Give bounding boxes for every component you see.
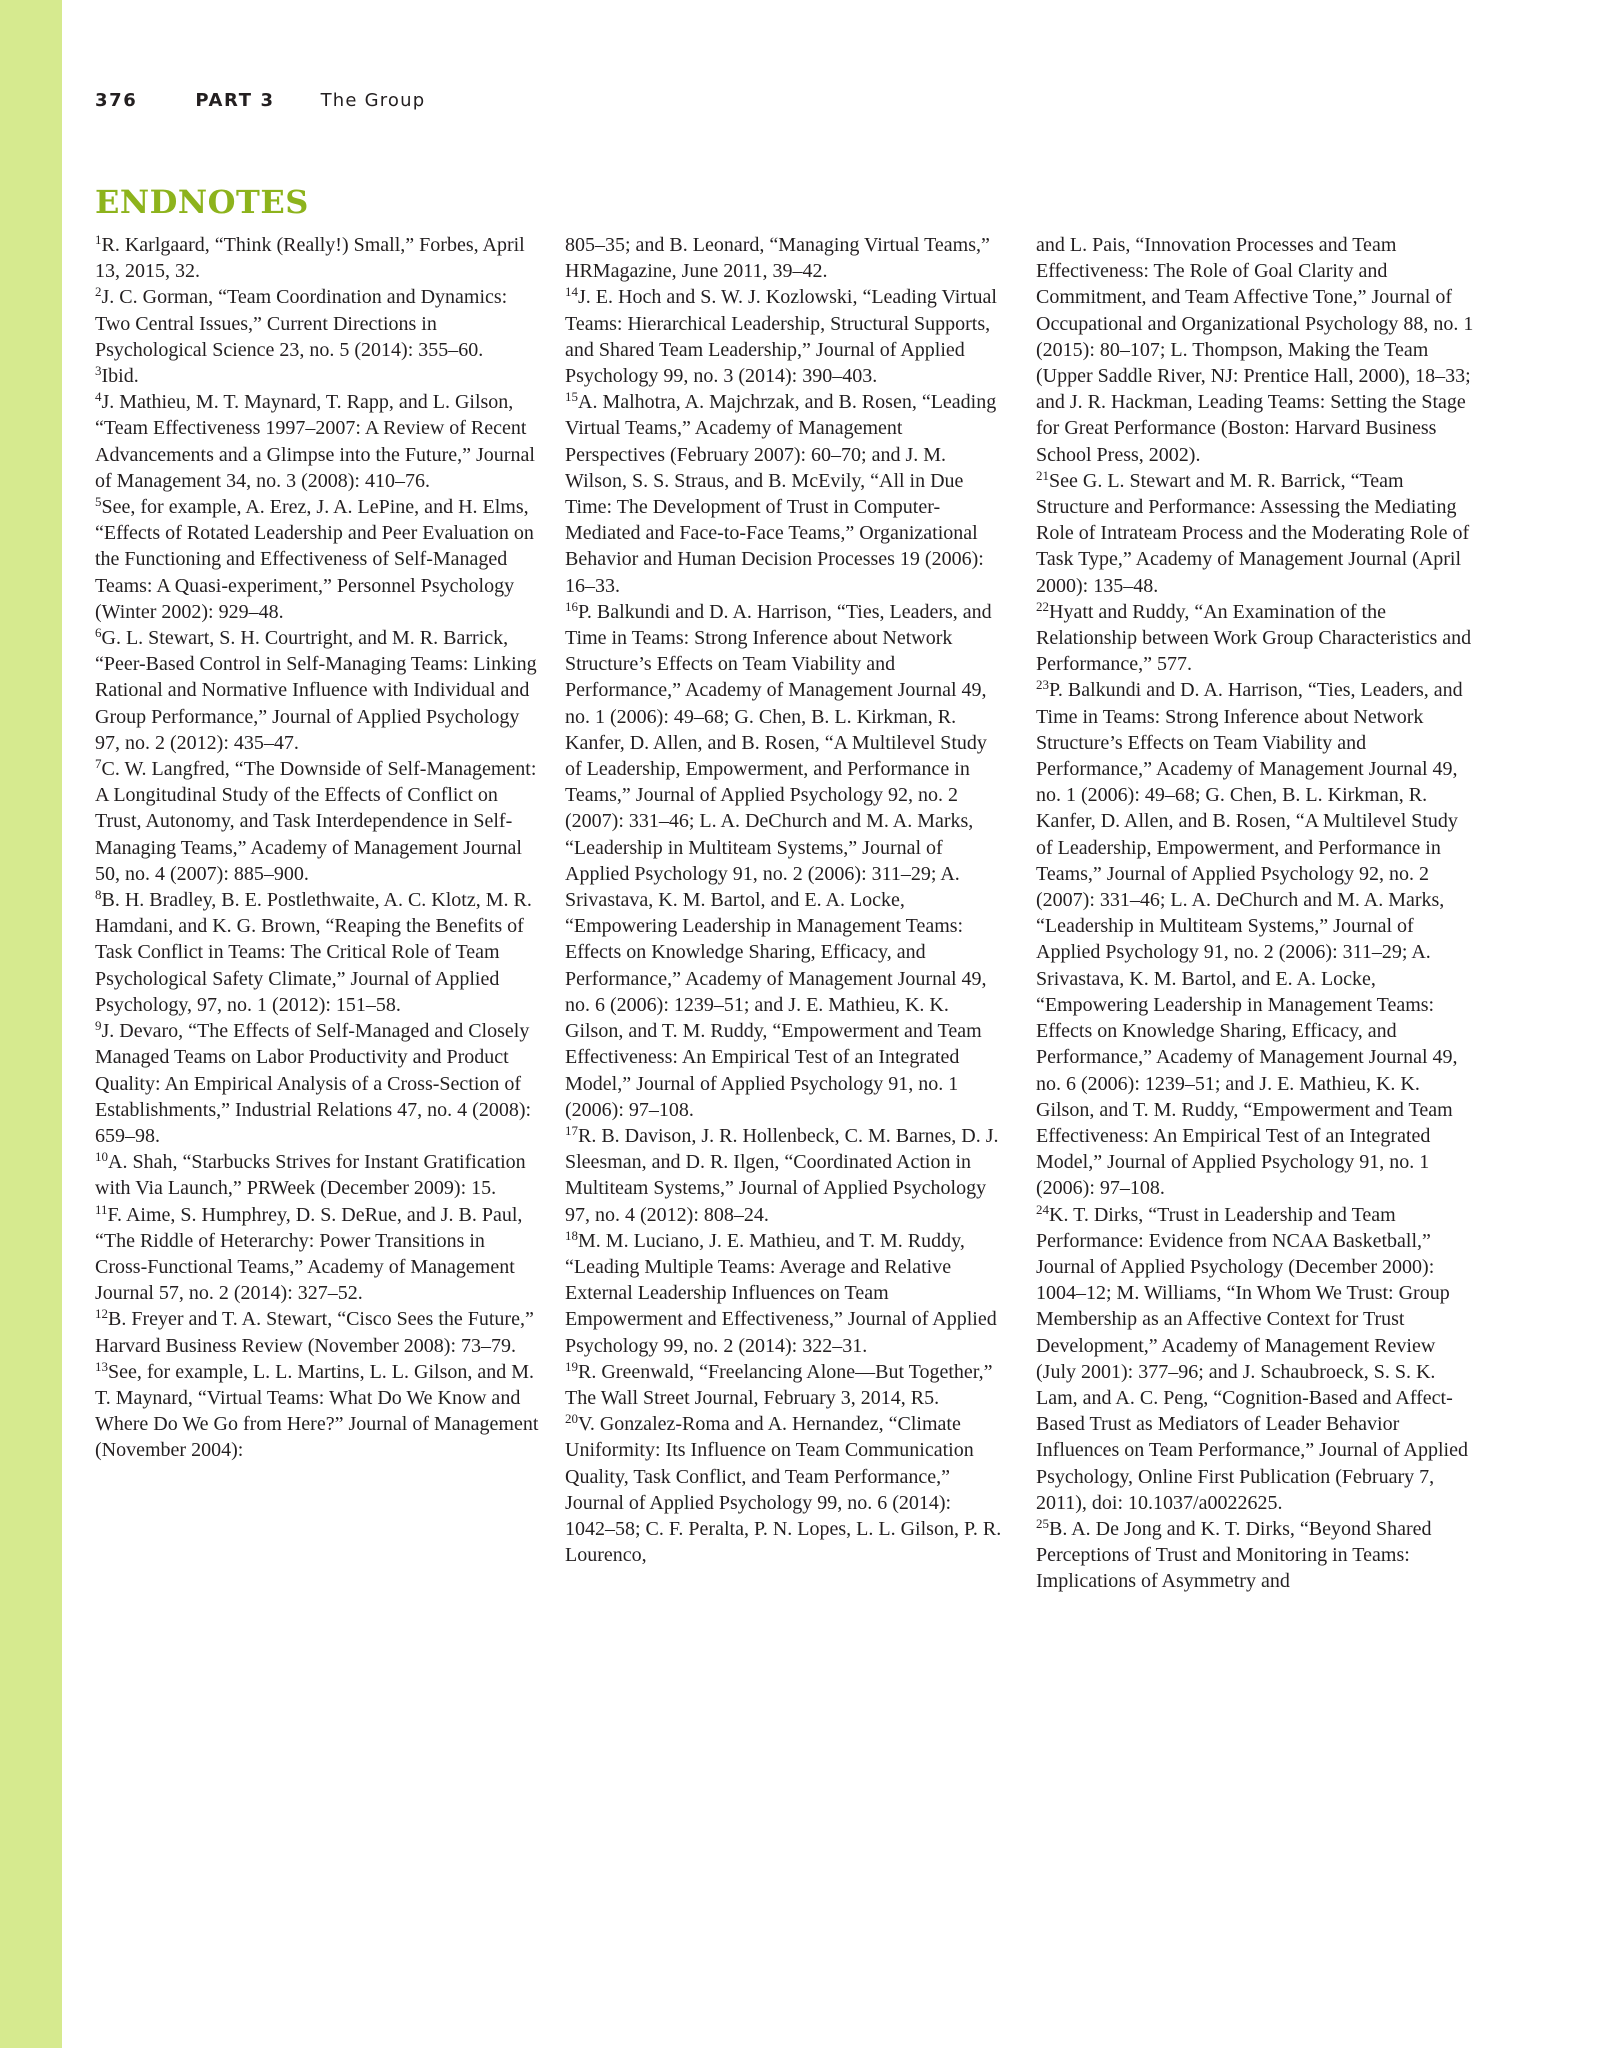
- endnote: [95, 284, 540, 363]
- endnote-number: 7: [95, 756, 102, 772]
- endnote: [95, 625, 540, 756]
- endnote-text: P. Balkundi and D. A. Harrison, “Ties, Leaders, and Time in Teams: Strong Inference about Network Structure’s Effects on Team Viability and Performance,” Academy of Management Journal 49, no. 1 (2006): 49–68; G. Chen, B. L. Kirkman, R. Kanfer, D. Allen, and B. Rosen, “A Multilevel Study of Leadership, Empowerment, and Performance in Teams,” Journal of Applied Psychology 92, no. 2 (2007): 331–46; L. A. DeChurch and M. A. Marks, “Leadership in Multiteam Systems,” Journal of Applied Psychology 91, no. 2 (2006): 311–29; A. Srivastava, K. M. Bartol, and E. A. Locke, “Empowering Leadership in Management Teams: Effects on Knowledge Sharing, Efficacy, and Performance,” Academy of Management Journal 49, no. 6 (2006): 1239–51; and J. E. Mathieu, K. K. Gilson, and T. M. Ruddy, “Empowerment and Team Effectiveness: An Empirical Test of an Integrated Model,” Journal of Applied Psychology 91, no. 1 (2006): 97–108.: [565, 600, 992, 1121]
- endnote: [95, 887, 540, 1018]
- endnote: [95, 389, 540, 494]
- endnote-text: J. Mathieu, M. T. Maynard, T. Rapp, and L. Gilson, “Team Effectiveness 1997–2007: A Review of Recent Advancements and a Glimpse into the Future,” Journal of Management 34, no. 3 (2008): 410–76.: [95, 391, 535, 492]
- endnote: [565, 284, 1005, 389]
- endnote-text: B. A. De Jong and K. T. Dirks, “Beyond Shared Perceptions of Trust and Monitoring in Teams: Implications of Asymmetry and: [1036, 1517, 1432, 1593]
- endnote: [95, 1149, 540, 1201]
- part-title: The Group: [320, 90, 426, 111]
- endnote-text: J. C. Gorman, “Team Coordination and Dynamics: Two Central Issues,” Current Directions in Psychological Science 23, no. 5 (2014): 355–60.: [95, 286, 508, 361]
- endnote-text: A. Malhotra, A. Majchrzak, and B. Rosen, “Leading Virtual Teams,” Academy of Management Perspectives (February 2007): 60–70; and J. M. Wilson, S. S. Straus, and B. McEvily, “All in Due Time: The Development of Trust in Computer-Mediated and Face-to-Face Teams,” Organizational Behavior and Human Decision Processes 19 (2006): 16–33.: [565, 391, 997, 597]
- endnote: [565, 389, 1005, 599]
- endnotes-column-1: [95, 232, 540, 1464]
- endnote: [1036, 599, 1476, 678]
- endnote-number: 16: [565, 598, 578, 614]
- endnote: [1036, 1516, 1476, 1595]
- part-label: PART 3: [195, 90, 275, 111]
- endnote-text: V. Gonzalez-Roma and A. Hernandez, “Climate Uniformity: Its Influence on Team Communication Quality, Task Conflict, and Team Performance,” Journal of Applied Psychology 99, no. 6 (2014): 1042–58; C. F. Peralta, P. N. Lopes, L. L. Gilson, P. R. Lourenco,: [565, 1413, 1002, 1567]
- endnote: [565, 1228, 1005, 1359]
- endnote-number: 14: [565, 284, 578, 300]
- endnote: [95, 232, 540, 284]
- endnote: [95, 756, 540, 887]
- endnote-number: 11: [95, 1201, 108, 1217]
- endnote-text: A. Shah, “Starbucks Strives for Instant Gratification with Via Launch,” PRWeek (December 2009): 15.: [95, 1151, 526, 1200]
- section-title: ENDNOTES: [95, 183, 309, 221]
- endnote-number: 24: [1036, 1201, 1049, 1217]
- endnote-number: 15: [565, 389, 578, 405]
- endnote-text: See, for example, A. Erez, J. A. LePine, and H. Elms, “Effects of Rotated Leadership and Peer Evaluation on the Functioning and Effectiveness of Self-Managed Teams: A Quasi-experiment,” Personnel Psychology (Winter 2002): 929–48.: [95, 496, 534, 623]
- endnote-number: 18: [565, 1227, 578, 1243]
- endnote-number: 10: [95, 1149, 108, 1165]
- endnote-text: J. Devaro, “The Effects of Self-Managed and Closely Managed Teams on Labor Productivity and Product Quality: An Empirical Analysis of a Cross-Section of Establishments,” Industrial Relations 47, no. 4 (2008): 659–98.: [95, 1020, 532, 1147]
- endnote-number: 9: [95, 1018, 102, 1034]
- endnote-number: 6: [95, 625, 102, 641]
- endnote: [565, 599, 1005, 1123]
- endnote: [1036, 677, 1476, 1201]
- endnote-text: and L. Pais, “Innovation Processes and Team Effectiveness: The Role of Goal Clarity and Commitment, and Team Affective Tone,” Journal of Occupational and Organizational Psychology 88, no. 1 (2015): 80–107; L. Thompson, Making the Team (Upper Saddle River, NJ: Prentice Hall, 2000), 18–33; and J. R. Hackman, Leading Teams: Setting the Stage for Great Performance (Boston: Harvard Business School Press, 2002).: [1036, 234, 1474, 466]
- endnote-number: 12: [95, 1306, 108, 1322]
- endnote-text: B. Freyer and T. A. Stewart, “Cisco Sees the Future,” Harvard Business Review (November 2008): 73–79.: [95, 1308, 534, 1357]
- endnote: [565, 232, 1005, 284]
- endnote-text: See G. L. Stewart and M. R. Barrick, “Team Structure and Performance: Assessing the Mediating Role of Intrateam Process and the Moderating Role of Task Type,” Academy of Management Journal (April 2000): 135–48.: [1036, 469, 1470, 597]
- endnote-number: 13: [95, 1358, 108, 1374]
- endnote-number: 25: [1036, 1515, 1049, 1531]
- endnote: [95, 1018, 540, 1149]
- endnote-text: Ibid.: [101, 365, 139, 388]
- endnote-number: 4: [95, 389, 102, 405]
- endnote-number: 2: [95, 284, 102, 300]
- endnote-text: M. M. Luciano, J. E. Mathieu, and T. M. Ruddy, “Leading Multiple Teams: Average and Relative External Leadership Influences on Team Empowerment and Effectiveness,” Journal of Applied Psychology 99, no. 2 (2014): 322–31.: [565, 1229, 997, 1357]
- endnote-text: C. W. Langfred, “The Downside of Self-Management: A Longitudinal Study of the Effects of Conflict on Trust, Autonomy, and Task Interdependence in Self-Managing Teams,” Academy of Management Journal 50, no. 4 (2007): 885–900.: [95, 758, 537, 885]
- endnote-text: R. Greenwald, “Freelancing Alone—But Together,” The Wall Street Journal, February 3, 2014, R5.: [565, 1360, 993, 1409]
- endnote-text: R. B. Davison, J. R. Hollenbeck, C. M. Barnes, D. J. Sleesman, and D. R. Ilgen, “Coordinated Action in Multiteam Systems,” Journal of Applied Psychology 97, no. 4 (2012): 808–24.: [565, 1124, 999, 1226]
- endnotes-column-3: [1036, 232, 1476, 1595]
- endnotes-column-2: [565, 232, 1005, 1568]
- endnote: [95, 1306, 540, 1358]
- endnote: [95, 494, 540, 625]
- page-number: 376: [95, 90, 138, 111]
- endnote: [95, 1202, 540, 1307]
- endnote-number: 1: [95, 232, 102, 247]
- endnote-number: 23: [1036, 677, 1049, 693]
- endnote-text: J. E. Hoch and S. W. J. Kozlowski, “Leading Virtual Teams: Hierarchical Leadership, Structural Supports, and Shared Team Leadership,” Journal of Applied Psychology 99, no. 3 (2014): 390–403.: [565, 286, 997, 388]
- running-head: [95, 90, 425, 111]
- side-color-band: [0, 0, 62, 2048]
- endnote-number: 17: [565, 1122, 578, 1138]
- endnote: [565, 1123, 1005, 1228]
- endnote-text: P. Balkundi and D. A. Harrison, “Ties, Leaders, and Time in Teams: Strong Inference about Network Structure’s Effects on Team Viability and Performance,” Academy of Management Journal 49, no. 1 (2006): 49–68; G. Chen, B. L. Kirkman, R. Kanfer, D. Allen, and B. Rosen, “A Multilevel Study of Leadership, Empowerment, and Performance in Teams,” Journal of Applied Psychology 92, no. 2 (2007): 331–46; L. A. DeChurch and M. A. Marks, “Leadership in Multiteam Systems,” Journal of Applied Psychology 91, no. 2 (2006): 311–29; A. Srivastava, K. M. Bartol, and E. A. Locke, “Empowering Leadership in Management Teams: Effects on Knowledge Sharing, Efficacy, and Performance,” Academy of Management Journal 49, no. 6 (2006): 1239–51; and J. E. Mathieu, K. K. Gilson, and T. M. Ruddy, “Empowerment and Team Effectiveness: An Empirical Test of an Integrated Model,” Journal of Applied Psychology 91, no. 1 (2006): 97–108.: [1036, 679, 1463, 1200]
- endnote: [1036, 232, 1476, 468]
- endnote: [95, 363, 540, 389]
- endnote: [565, 1411, 1005, 1568]
- endnote-number: 20: [565, 1411, 578, 1427]
- endnote-text: 805–35; and B. Leonard, “Managing Virtual Teams,” HRMagazine, June 2011, 39–42.: [565, 234, 990, 283]
- endnote: [95, 1359, 540, 1464]
- endnote-text: G. L. Stewart, S. H. Courtright, and M. R. Barrick, “Peer-Based Control in Self-Managing Teams: Linking Rational and Normative Influence with Individual and Group Performance,” Journal of Applied Psychology 97, no. 2 (2012): 435–47.: [95, 627, 537, 754]
- endnote: [1036, 468, 1476, 599]
- endnote-text: B. H. Bradley, B. E. Postlethwaite, A. C. Klotz, M. R. Hamdani, and K. G. Brown, “Reaping the Benefits of Task Conflict in Teams: The Critical Role of Team Psychological Safety Climate,” Journal of Applied Psychology, 97, no. 1 (2012): 151–58.: [95, 889, 532, 1016]
- endnote-number: 22: [1036, 598, 1049, 614]
- endnote-text: See, for example, L. L. Martins, L. L. Gilson, and M. T. Maynard, “Virtual Teams: What Do We Know and Where Do We Go from Here?” Journal of Management (November 2004):: [95, 1360, 539, 1462]
- endnote: [565, 1359, 1005, 1411]
- endnote-number: 19: [565, 1358, 578, 1374]
- endnote-number: 21: [1036, 467, 1049, 483]
- endnote-text: F. Aime, S. Humphrey, D. S. DeRue, and J. B. Paul, “The Riddle of Heterarchy: Power Transitions in Cross-Functional Teams,” Academy of Management Journal 57, no. 2 (2014): 327–52.: [95, 1203, 523, 1305]
- endnote-number: 3: [95, 363, 102, 379]
- endnote-text: K. T. Dirks, “Trust in Leadership and Team Performance: Evidence from NCAA Basketball,” Journal of Applied Psychology (December 2000): 1004–12; M. Williams, “In Whom We Trust: Group Membership as an Affective Context for Trust Development,” Academy of Management Review (July 2001): 377–96; and J. Schaubroeck, S. S. K. Lam, and A. C. Peng, “Cognition-Based and Affect-Based Trust as Mediators of Leader Behavior Influences on Team Performance,” Journal of Applied Psychology, Online First Publication (February 7, 2011), doi: 10.1037/a0022625.: [1036, 1203, 1468, 1514]
- endnote-number: 5: [95, 494, 102, 510]
- endnote-number: 8: [95, 887, 102, 903]
- endnote-text: Hyatt and Ruddy, “An Examination of the Relationship between Work Group Characteristics and Performance,” 577.: [1036, 600, 1472, 676]
- endnote: [1036, 1202, 1476, 1516]
- endnote-text: R. Karlgaard, “Think (Really!) Small,” Forbes, April 13, 2015, 32.: [95, 234, 525, 283]
